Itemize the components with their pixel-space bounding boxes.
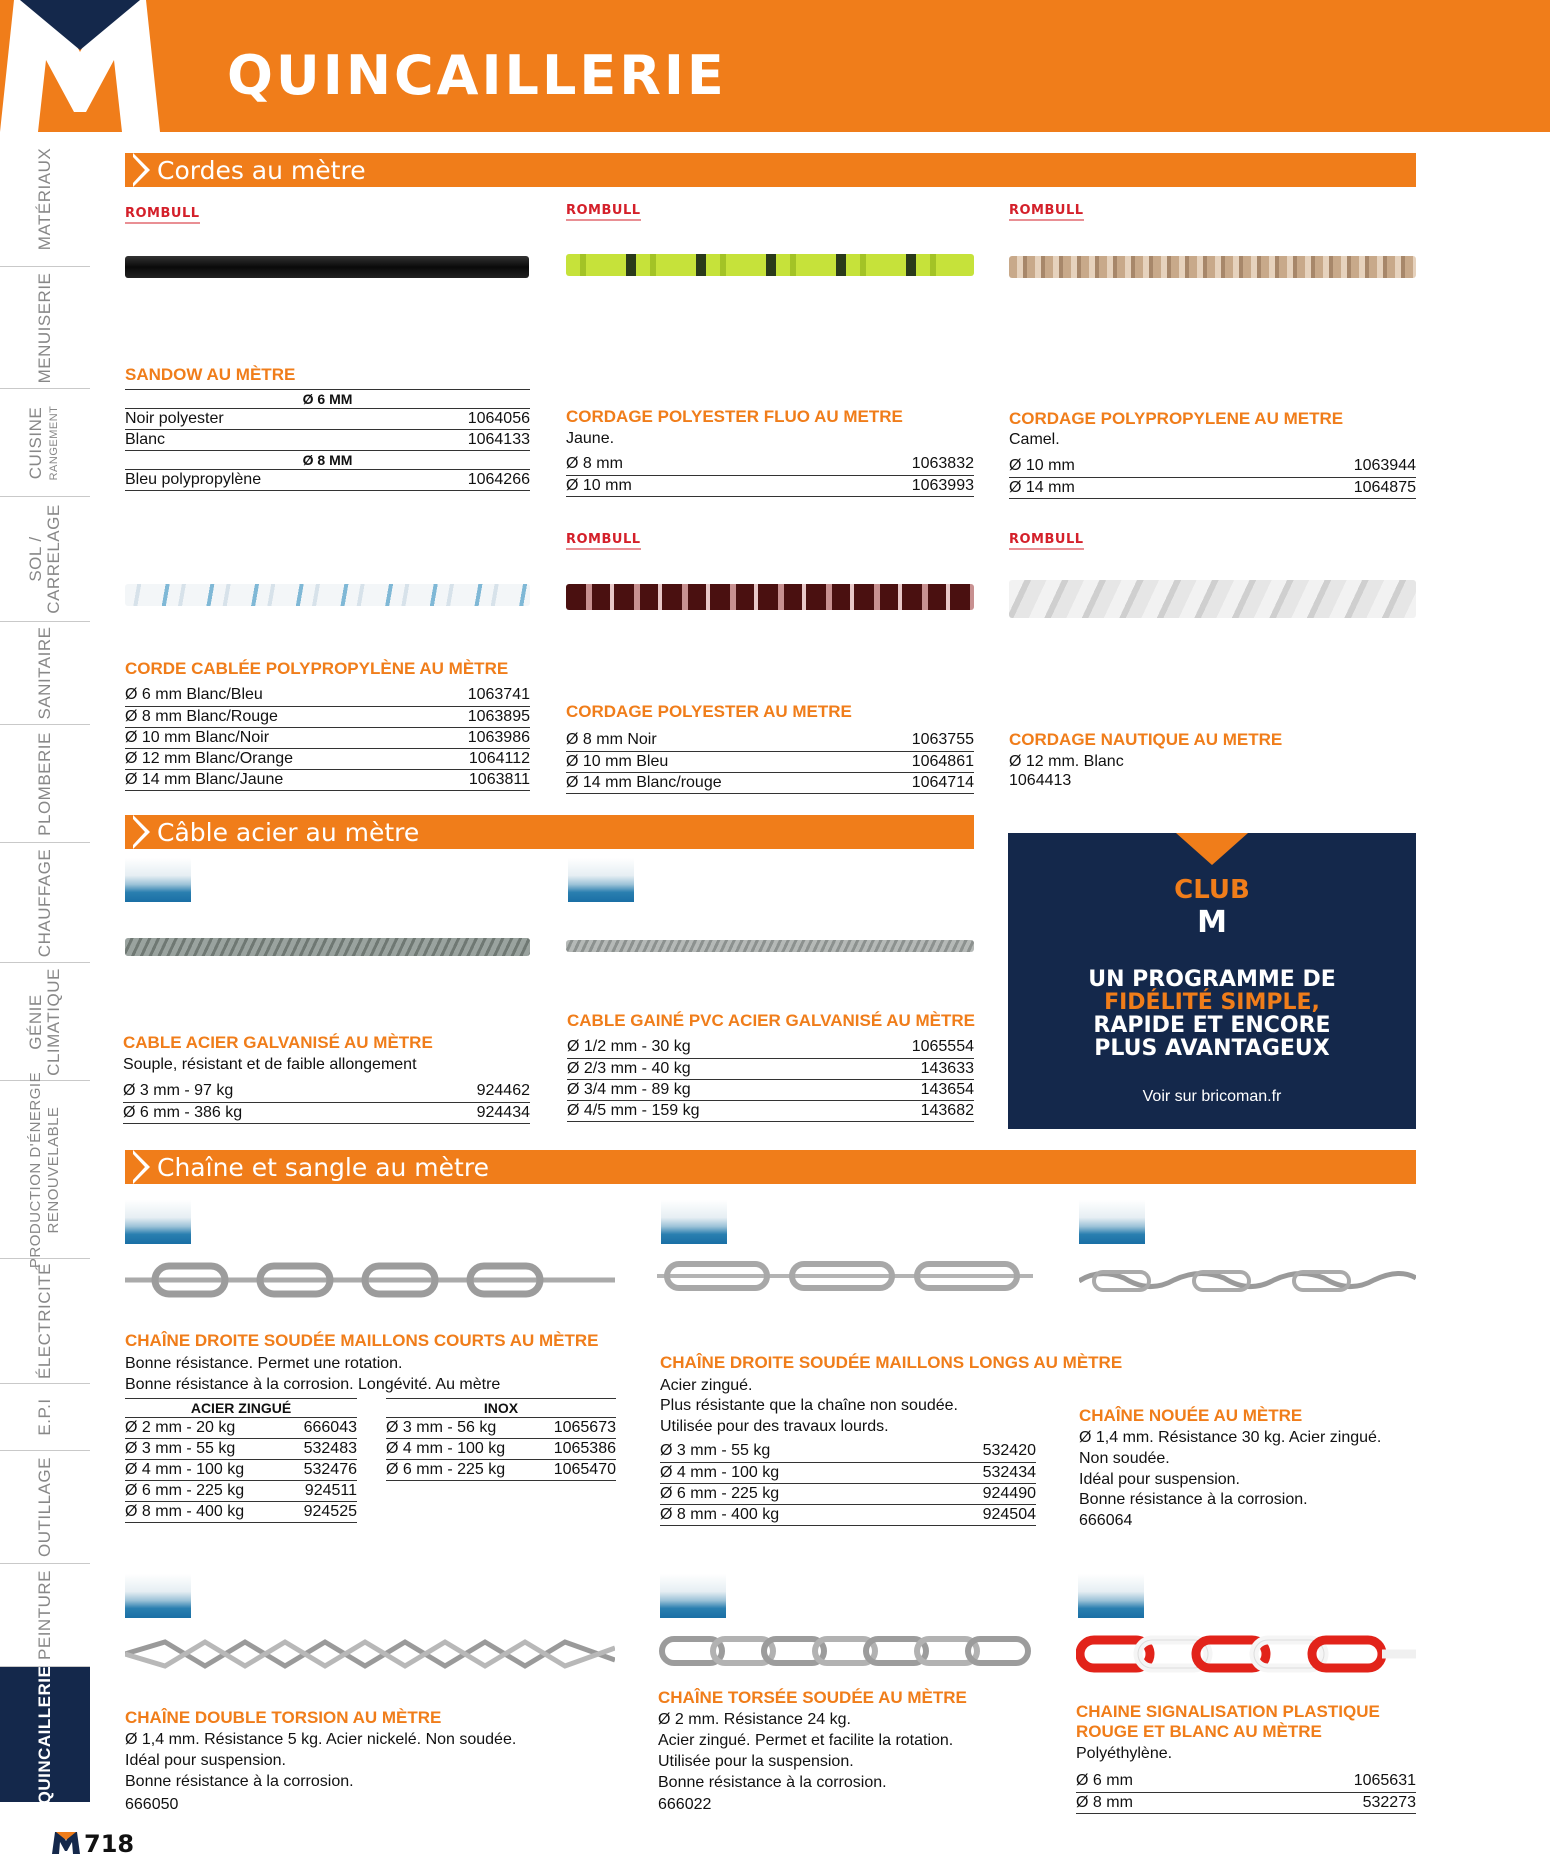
brand-logo-rombull: ROMBULL (1009, 532, 1084, 550)
product-reference: 666050 (125, 1796, 179, 1813)
table-subheader: Ø 6 MM (125, 390, 530, 409)
table-row: Ø 10 mm Bleu 1064861 (566, 751, 974, 772)
product-image (125, 938, 530, 956)
table-row: Blanc 1064133 (125, 430, 530, 451)
table-row: Ø 8 mm 1063832 (566, 454, 974, 475)
sidebar-item-outillage[interactable]: OUTILLAGE (0, 1451, 90, 1564)
product-description: Ø 1,4 mm. Résistance 5 kg. Acier nickelé. Non soudée. (125, 1731, 517, 1748)
product-title: CORDAGE POLYPROPYLENE AU METRE (1009, 409, 1344, 428)
product-image (125, 256, 529, 278)
material-swatch (125, 1574, 191, 1618)
sidebar-label: PRODUCTION D'ÉNERGIE (27, 1071, 44, 1268)
sidebar-item-cuisine[interactable] (0, 389, 90, 497)
spec-table (566, 454, 974, 497)
brand-logo-rombull: ROMBULL (125, 206, 200, 224)
section-title: Cordes au mètre (157, 156, 366, 185)
table-row: Ø 10 mm Blanc/Noir 1063986 (125, 727, 530, 748)
table-row: Ø 6 mm Blanc/Bleu 1063741 (125, 685, 530, 706)
spec-table (1076, 1771, 1416, 1814)
material-swatch (568, 858, 634, 902)
product-description: Utilisée pour la suspension. (658, 1753, 854, 1770)
table-row: Ø 12 mm Blanc/Orange 1064112 (125, 748, 530, 769)
brand-logo-rombull: ROMBULL (566, 532, 641, 550)
material-swatch (660, 1574, 726, 1618)
club-logo-m: M (1197, 905, 1227, 940)
table-row: Ø 2/3 mm - 40 kg 143633 (567, 1058, 974, 1079)
material-swatch (1078, 1574, 1144, 1618)
product-description: Souple, résistant et de faible allongement (123, 1056, 417, 1073)
brand-logo-rombull: ROMBULL (1009, 203, 1084, 221)
sidebar-item-epi[interactable]: E.P.I (0, 1384, 90, 1451)
spec-table-inox (386, 1398, 616, 1481)
product-title: CABLE GAINÉ PVC ACIER GALVANISÉ AU MÈTRE (567, 1011, 976, 1030)
product-image (125, 584, 530, 606)
product-description: Bonne résistance à la corrosion. (658, 1774, 887, 1791)
product-image (1079, 1266, 1416, 1296)
product-image (1009, 256, 1416, 278)
sidebar-item-materiaux[interactable]: MATÉRIAUX (0, 132, 90, 267)
table-row: Ø 6 mm - 225 kg 924511 (125, 1481, 357, 1502)
table-row: Ø 4/5 mm - 159 kg 143682 (567, 1100, 974, 1121)
product-description: Non soudée. (1079, 1450, 1170, 1467)
table-subheader: INOX (386, 1399, 616, 1418)
page-number: 718 (84, 1830, 135, 1858)
page-header (0, 0, 1550, 132)
material-swatch (1079, 1200, 1145, 1244)
material-swatch (661, 1200, 727, 1244)
product-title: CHAINE SIGNALISATION PLASTIQUE (1076, 1702, 1380, 1721)
sidebar-sublabel: CLIMATIQUE (44, 967, 63, 1076)
corner-mark: 13 (22, 15, 31, 24)
sidebar-label: GÉNIE (26, 993, 45, 1050)
table-row: Ø 6 mm - 225 kg 924490 (660, 1483, 1036, 1504)
club-line: PLUS AVANTAGEUX (1094, 1036, 1330, 1061)
sidebar-item-plomberie[interactable]: PLOMBERIE (0, 725, 90, 843)
club-line: RAPIDE ET ENCORE (1093, 1013, 1331, 1038)
table-row: Ø 8 mm Blanc/Rouge 1063895 (125, 706, 530, 727)
product-description: Bonne résistance à la corrosion. Longévité. Au mètre (125, 1376, 501, 1393)
table-row: Ø 10 mm 1063993 (566, 475, 974, 496)
sidebar-item-energie[interactable] (0, 1071, 90, 1268)
table-row: Ø 8 mm - 400 kg 924504 (660, 1504, 1036, 1525)
section-bar-cordes (125, 153, 1416, 187)
category-sidebar (0, 132, 90, 1802)
table-row: Ø 3 mm - 55 kg 532483 (125, 1439, 357, 1460)
product-description: Acier zingué. Permet et facilite la rotation. (658, 1732, 954, 1749)
sidebar-item-chauffage[interactable]: CHAUFFAGE (0, 843, 90, 963)
club-promo-banner[interactable] (1008, 833, 1416, 1129)
spec-table (125, 685, 530, 791)
table-row: Ø 14 mm Blanc/rouge 1064714 (566, 772, 974, 793)
table-row: Ø 3 mm - 55 kg 532420 (660, 1441, 1036, 1462)
table-row: Ø 8 mm Noir 1063755 (566, 730, 974, 751)
table-row: Ø 8 mm - 400 kg 924525 (125, 1502, 357, 1523)
material-swatch (125, 1200, 191, 1244)
sidebar-item-menuiserie[interactable]: MENUISERIE (0, 267, 90, 389)
table-row: Bleu polypropylène 1064266 (125, 470, 530, 491)
product-image (566, 940, 974, 952)
spec-table-zingue (125, 1398, 357, 1523)
table-row: Ø 4 mm - 100 kg 532476 (125, 1460, 357, 1481)
product-title: CORDAGE POLYESTER FLUO AU METRE (566, 407, 903, 426)
table-subheader: ACIER ZINGUÉ (125, 1399, 357, 1418)
product-image (125, 1262, 615, 1298)
product-title: ROUGE ET BLANC AU MÈTRE (1076, 1722, 1322, 1741)
table-subheader: Ø 8 MM (125, 451, 530, 470)
sidebar-item-electricite[interactable]: ÉLECTRICITÉ (0, 1259, 90, 1384)
product-description: Acier zingué. (660, 1377, 753, 1394)
section-title: Câble acier au mètre (157, 818, 420, 847)
product-image (1009, 580, 1416, 618)
product-image (566, 584, 974, 610)
section-bar-chaine (125, 1150, 1416, 1184)
sidebar-sublabel: RENOUVELABLE (45, 1106, 62, 1233)
spec-table (1009, 456, 1416, 499)
product-description: Idéal pour suspension. (1079, 1471, 1240, 1488)
product-description: Polyéthylène. (1076, 1745, 1173, 1762)
club-line-highlight: FIDÉLITÉ SIMPLE, (1104, 990, 1320, 1015)
spec-table (567, 1037, 974, 1122)
section-bar-cable (125, 815, 974, 849)
spec-table (123, 1081, 530, 1124)
product-title: CHAÎNE DROITE SOUDÉE MAILLONS LONGS AU MÈTRE (660, 1353, 1123, 1372)
product-title: CHAÎNE DOUBLE TORSION AU MÈTRE (125, 1708, 442, 1727)
product-image (125, 1636, 615, 1672)
notch-shape (1176, 833, 1248, 865)
section-title: Chaîne et sangle au mètre (157, 1153, 489, 1182)
table-row: Ø 4 mm - 100 kg 1065386 (386, 1439, 616, 1460)
table-row: Ø 2 mm - 20 kg 666043 (125, 1418, 357, 1439)
product-title: CABLE ACIER GALVANISÉ AU MÈTRE (123, 1033, 433, 1052)
product-description: Camel. (1009, 431, 1060, 448)
sidebar-label: CUISINE (26, 406, 45, 479)
table-row: Ø 8 mm 532273 (1076, 1792, 1416, 1813)
spec-table (660, 1441, 1036, 1526)
sidebar-sublabel: CARRELAGE (44, 504, 63, 614)
product-description: Idéal pour suspension. (125, 1752, 286, 1769)
material-swatch (125, 858, 191, 902)
product-title: SANDOW AU MÈTRE (125, 365, 296, 384)
table-row: Ø 14 mm Blanc/Jaune 1063811 (125, 769, 530, 790)
table-row: Ø 6 mm - 386 kg 924434 (123, 1102, 530, 1123)
product-reference: 666064 (1079, 1512, 1133, 1529)
table-row: Ø 3 mm - 97 kg 924462 (123, 1081, 530, 1102)
product-description: Utilisée pour des travaux lourds. (660, 1418, 889, 1435)
product-description: Bonne résistance à la corrosion. (1079, 1491, 1308, 1508)
sidebar-item-genie[interactable] (0, 963, 90, 1081)
club-link[interactable]: Voir sur bricoman.fr (1142, 1088, 1282, 1105)
spec-table (125, 389, 530, 491)
table-row: Ø 4 mm - 100 kg 532434 (660, 1462, 1036, 1483)
footer-logo-icon (52, 1832, 80, 1854)
product-reference: 1064413 (1009, 772, 1072, 789)
product-image (1076, 1634, 1416, 1674)
table-row: Ø 10 mm 1063944 (1009, 456, 1416, 477)
sidebar-label: SOL / (26, 536, 45, 582)
sidebar-item-quincaillerie[interactable]: QUINCAILLERIE (0, 1667, 90, 1802)
product-description: Plus résistante que la chaîne non soudée. (660, 1397, 958, 1414)
table-row: Ø 14 mm 1064875 (1009, 477, 1416, 498)
product-title: CORDAGE POLYESTER AU METRE (566, 702, 852, 721)
club-line: UN PROGRAMME DE (1088, 967, 1336, 992)
brand-logo-rombull: ROMBULL (566, 203, 641, 221)
product-image (657, 1261, 1033, 1291)
product-description: Bonne résistance à la corrosion. (125, 1773, 354, 1790)
sidebar-item-peinture[interactable]: PEINTURE (0, 1564, 90, 1667)
page-title: QUINCAILLERIE (227, 44, 727, 107)
club-title: CLUB (1174, 875, 1250, 905)
product-reference: 666022 (658, 1796, 712, 1813)
sidebar-sublabel: RANGEMENT (48, 405, 60, 480)
spec-table (566, 730, 974, 794)
product-description: Bonne résistance. Permet une rotation. (125, 1355, 403, 1372)
product-title: CHAÎNE DROITE SOUDÉE MAILLONS COURTS AU MÈTRE (125, 1331, 599, 1350)
product-description: Jaune. (566, 430, 615, 447)
product-title: CORDAGE NAUTIQUE AU METRE (1009, 730, 1283, 749)
sidebar-item-sanitaire[interactable]: SANITAIRE (0, 622, 90, 725)
table-row: Ø 6 mm - 225 kg 1065470 (386, 1460, 616, 1481)
product-description: Ø 12 mm. Blanc (1009, 753, 1124, 770)
table-row: Ø 1/2 mm - 30 kg 1065554 (567, 1037, 974, 1058)
product-title: CHAÎNE NOUÉE AU MÈTRE (1079, 1406, 1303, 1425)
table-row: Noir polyester 1064056 (125, 409, 530, 430)
table-row: Ø 6 mm 1065631 (1076, 1771, 1416, 1792)
table-row: Ø 3/4 mm - 89 kg 143654 (567, 1079, 974, 1100)
product-description: Ø 2 mm. Résistance 24 kg. (658, 1711, 851, 1728)
product-image (566, 254, 974, 276)
product-title: CORDE CABLÉE POLYPROPYLÈNE AU MÈTRE (125, 659, 509, 678)
sidebar-item-sol[interactable] (0, 497, 90, 622)
table-row: Ø 3 mm - 56 kg 1065673 (386, 1418, 616, 1439)
product-title: CHAÎNE TORSÉE SOUDÉE AU MÈTRE (658, 1688, 967, 1707)
product-image (658, 1633, 1034, 1669)
product-description: Ø 1,4 mm. Résistance 30 kg. Acier zingué. (1079, 1429, 1382, 1446)
